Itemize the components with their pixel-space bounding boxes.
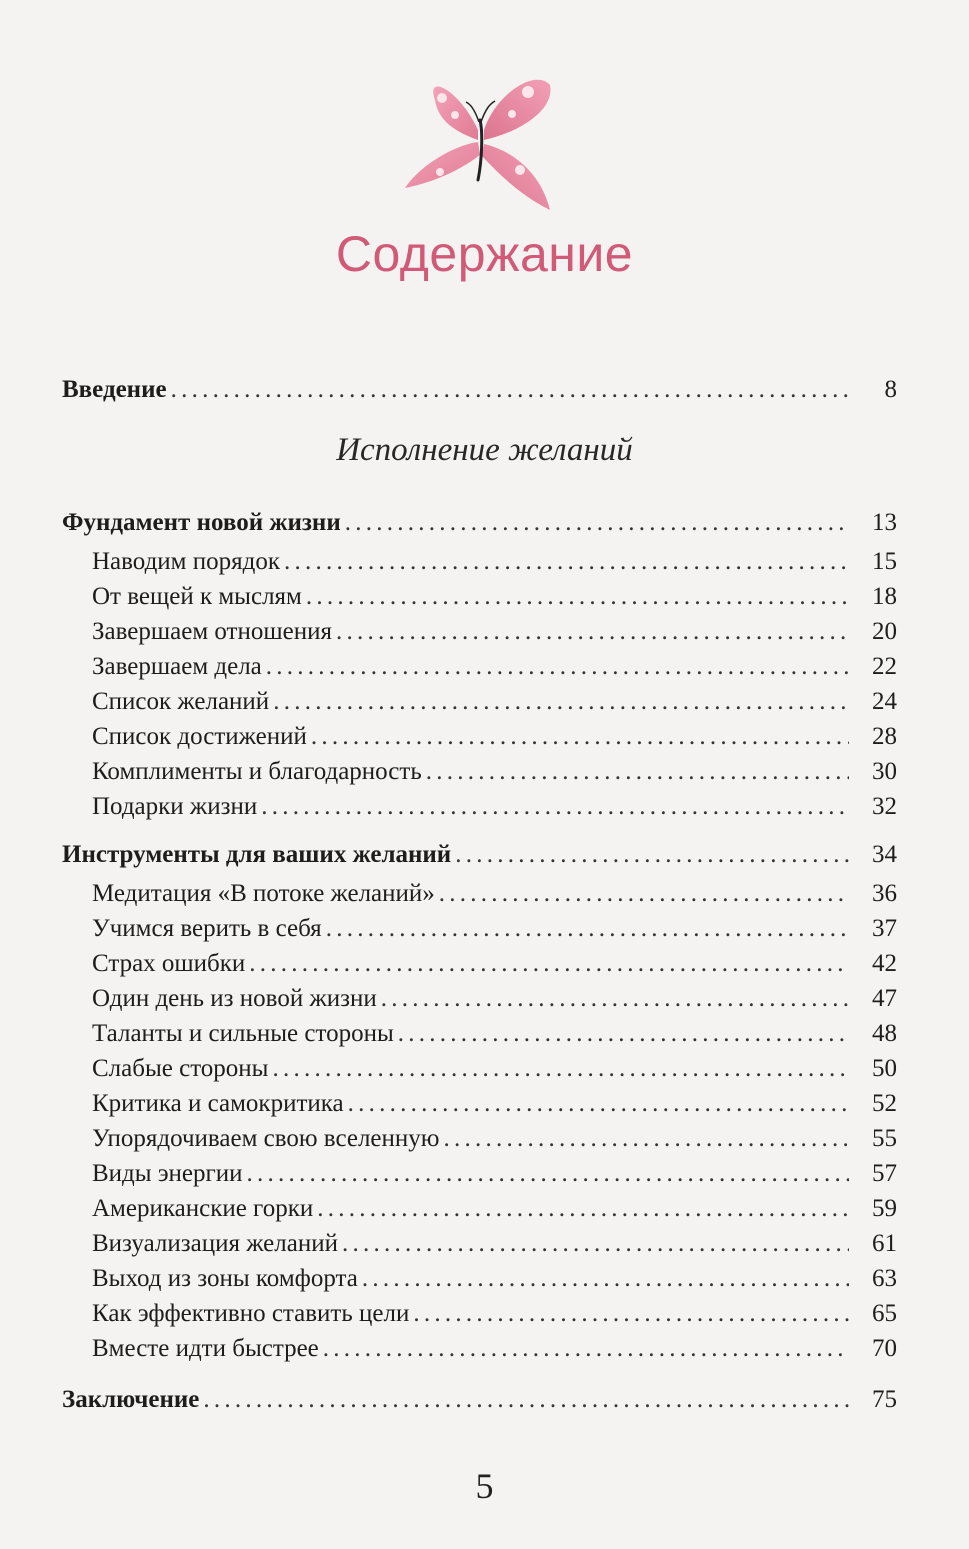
toc-entry-label: Американские горки: [92, 1195, 314, 1222]
toc-page-number: 47: [872, 985, 897, 1012]
dot-leader: [426, 755, 849, 789]
dot-leader: [317, 1192, 849, 1226]
dot-leader: [249, 947, 849, 981]
toc-subentry[interactable]: [92, 1227, 897, 1261]
dot-leader: [326, 912, 849, 946]
toc-subentry[interactable]: [92, 1192, 897, 1226]
toc-subentry[interactable]: [92, 790, 897, 824]
dot-leader: [398, 1017, 849, 1051]
toc-entry-label: Как эффективно ставить цели: [92, 1300, 410, 1327]
toc-entry-label: Выход из зоны комфорта: [92, 1265, 358, 1292]
toc-chapter[interactable]: [62, 506, 897, 540]
toc-page-number: 13: [872, 509, 897, 536]
toc-page-number: 34: [872, 841, 897, 868]
toc-subentry[interactable]: [92, 1157, 897, 1191]
page-title: Содержание: [335, 226, 634, 282]
toc-page-number: 37: [872, 915, 897, 942]
dot-leader: [336, 615, 849, 649]
dot-leader: [362, 1262, 849, 1296]
toc-subentry[interactable]: [92, 1122, 897, 1156]
dot-leader: [203, 1383, 849, 1417]
toc-entry-label: Завершаем отношения: [92, 618, 332, 645]
dot-leader: [455, 838, 849, 872]
toc-entry-label: Виды энергии: [92, 1160, 243, 1187]
toc-entry-label: Наводим порядок: [92, 548, 280, 575]
toc-subentry[interactable]: [92, 1262, 897, 1296]
toc-page-number: 59: [872, 1195, 897, 1222]
page-number: 5: [475, 1466, 494, 1506]
toc-subentry[interactable]: [92, 1297, 897, 1331]
dot-leader: [381, 982, 849, 1016]
toc-page-number: 57: [872, 1160, 897, 1187]
toc-subentry[interactable]: [92, 615, 897, 649]
dot-leader: [261, 790, 849, 824]
dot-leader: [439, 877, 849, 911]
toc-page-number: 22: [872, 653, 897, 680]
toc-subentry[interactable]: [92, 982, 897, 1016]
toc-page-number: 55: [872, 1125, 897, 1152]
dot-leader: [413, 1297, 849, 1331]
dot-leader: [272, 1052, 849, 1086]
toc-page-number: 52: [872, 1090, 897, 1117]
toc-entry-label: Визуализация желаний: [92, 1230, 338, 1257]
toc-entry-label: Критика и самокритика: [92, 1090, 344, 1117]
toc-page-number: 28: [872, 723, 897, 750]
toc-subentry[interactable]: [92, 947, 897, 981]
toc-page-number: 65: [872, 1300, 897, 1327]
toc-subentry[interactable]: [92, 912, 897, 946]
toc-entry-label: От вещей к мыслям: [92, 583, 302, 610]
toc-page-number: 61: [872, 1230, 897, 1257]
toc-entry-label: Подарки жизни: [92, 793, 258, 820]
toc-subentry[interactable]: [92, 580, 897, 614]
toc-entry-label: Страх ошибки: [92, 950, 246, 977]
dot-leader: [311, 720, 849, 754]
toc-subentry[interactable]: [92, 1052, 897, 1086]
toc-subentry[interactable]: [92, 1017, 897, 1051]
toc-subentry[interactable]: [92, 1332, 897, 1366]
toc-page-number: 48: [872, 1020, 897, 1047]
section-heading: Исполнение желаний: [336, 432, 633, 468]
toc-entry-label: Заключение: [62, 1386, 200, 1413]
toc-entry-label: Инструменты для ваших желаний: [62, 841, 452, 868]
toc-page-number: 63: [872, 1265, 897, 1292]
dot-leader: [306, 580, 849, 614]
toc-page-number: 24: [872, 688, 897, 715]
toc-entry-label: Введение: [62, 376, 167, 403]
toc-entry-label: Фундамент новой жизни: [62, 509, 341, 536]
toc-subentry[interactable]: [92, 685, 897, 719]
toc-page-number: 20: [872, 618, 897, 645]
dot-leader: [348, 1087, 849, 1121]
toc-entry-label: Медитация «В потоке желаний»: [92, 880, 435, 907]
toc-page-number: 32: [872, 793, 897, 820]
toc-entry-label: Вместе идти быстрее: [92, 1335, 319, 1362]
toc-subentry[interactable]: [92, 1087, 897, 1121]
dot-leader: [342, 1227, 849, 1261]
toc-subentry[interactable]: [92, 650, 897, 684]
toc-page-number: 8: [884, 376, 897, 403]
dot-leader: [171, 373, 849, 407]
toc-page-number: 42: [872, 950, 897, 977]
toc-subentry[interactable]: [92, 545, 897, 579]
toc-entry-label: Один день из новой жизни: [92, 985, 377, 1012]
toc-entry-label: Учимся верить в себя: [92, 915, 322, 942]
toc-entry-label: Завершаем дела: [92, 653, 262, 680]
dot-leader: [443, 1122, 849, 1156]
toc-entry-label: Список желаний: [92, 688, 270, 715]
toc-subentry[interactable]: [92, 877, 897, 911]
toc-entry-label: Упорядочиваем свою вселенную: [92, 1125, 440, 1152]
toc-page-number: 30: [872, 758, 897, 785]
dot-leader: [345, 506, 849, 540]
toc-entry-label: Слабые стороны: [92, 1055, 269, 1082]
dot-leader: [266, 650, 849, 684]
toc-entry-introduction[interactable]: [62, 373, 897, 407]
toc-page-number: 50: [872, 1055, 897, 1082]
dot-leader: [273, 685, 849, 719]
dot-leader: [284, 545, 849, 579]
dot-leader: [323, 1332, 849, 1366]
toc-page-number: 36: [872, 880, 897, 907]
toc-entry-label: Таланты и сильные стороны: [92, 1020, 394, 1047]
toc-page-number: 70: [872, 1335, 897, 1362]
toc-subentry[interactable]: [92, 755, 897, 789]
dot-leader: [247, 1157, 849, 1191]
toc-page-number: 15: [872, 548, 897, 575]
toc-entry-label: Список достижений: [92, 723, 307, 750]
toc-entry-label: Комплименты и благодарность: [92, 758, 422, 785]
toc-chapter[interactable]: [62, 838, 897, 872]
toc-entry-conclusion[interactable]: [62, 1383, 897, 1417]
toc-page-number: 18: [872, 583, 897, 610]
toc-subentry[interactable]: [92, 720, 897, 754]
toc-page-number: 75: [872, 1386, 897, 1413]
